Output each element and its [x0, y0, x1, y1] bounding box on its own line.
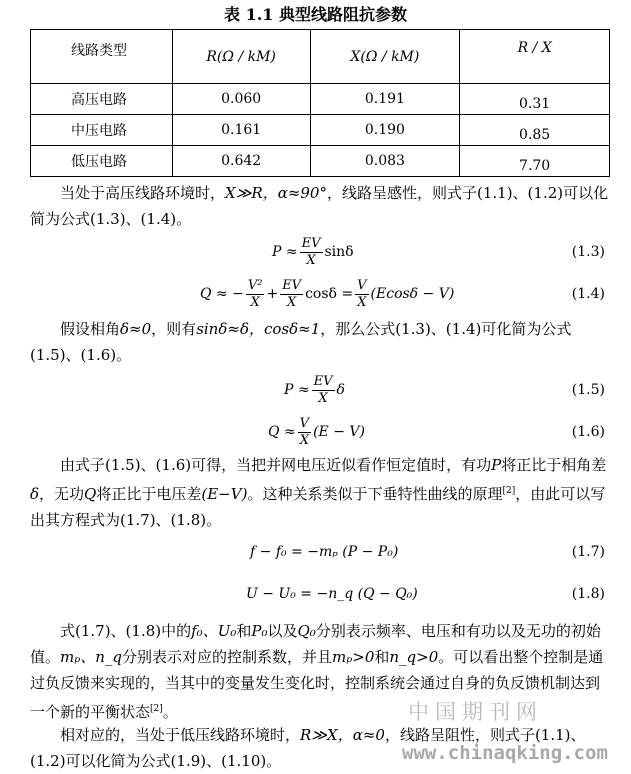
cell-type: 低压电路	[31, 146, 173, 177]
table-caption: 表 1.1 典型线路阻抗参数	[224, 5, 407, 24]
cell-ratio: 7.70	[460, 146, 610, 177]
cell-type: 中压电路	[31, 115, 173, 146]
equation-1-3: P ≈ $\frac{EV}{X}$ sinδ (1.3)	[272, 235, 605, 268]
watermark-url: www.chinaqking.com	[402, 742, 608, 764]
cell-ratio: 0.85	[460, 115, 610, 146]
paragraph-droop: 由式子(1.5)、(1.6)可得，当把并网电压近似看作恒定值时，有功P将正比于相角差δ，无功Q将正比于电压差(E−V)。这种关系类似于下垂特性曲线的原理[2]，由此可以写出其方程式为(1.7)、(1.8)。	[30, 456, 607, 529]
equation-1-4: Q ≈ − $\frac{\text{V²}}{X}$ + $\frac{EV}{X}$ cosδ = $\frac{V}{X}$ (Ecosδ − V) (1.4)	[200, 277, 605, 310]
header-r: R(Ω / kM)	[172, 30, 310, 84]
cell-x: 0.190	[310, 115, 460, 146]
header-x: X(Ω / kM)	[310, 30, 460, 84]
table-header-row	[31, 30, 610, 84]
cell-ratio: 0.31	[460, 84, 610, 115]
header-r-over-x: R / X	[460, 30, 610, 84]
header-line-type: 线路类型	[31, 30, 173, 84]
cell-x: 0.191	[310, 84, 460, 115]
impedance-table	[30, 29, 610, 177]
citation: [2]	[150, 704, 163, 714]
cell-x: 0.083	[310, 146, 460, 177]
equation-1-5: P ≈ $\frac{EV}{X}$ δ (1.5)	[284, 373, 605, 406]
equation-1-6: Q ≈ $\frac{V}{X}$ (E − V) (1.6)	[268, 415, 605, 448]
paragraph-high-voltage: 当处于高压线路环境时，X≫R，α≈90°，线路呈感性，则式子(1.1)、(1.2)可以化简为公式(1.3)、(1.4)。	[30, 184, 609, 228]
equation-1-7: f − f₀ = −mₚ (P − P₀) (1.7)	[250, 544, 605, 560]
watermark-logo-text: 中国期刊网	[408, 700, 543, 724]
equation-1-8: U − U₀ = −n_q (Q − Q₀) (1.8)	[246, 586, 605, 602]
cell-r: 0.060	[172, 84, 310, 115]
citation: [2]	[502, 486, 516, 496]
table-row	[31, 146, 610, 177]
paragraph-initial-values: 式(1.7)、(1.8)中的f₀、U₀和P₀以及Q₀分别表示频率、电压和有功以及无功的初始值。mₚ、n_q分别表示对应的控制系数，并且mₚ>0和n_q>0。可以看出整个控制是通过负反馈来实现的，当其中的变量发生变化时，控制系统会通过自身的负反馈机制达到一个新的平衡状态[2]。	[30, 622, 604, 721]
cell-r: 0.642	[172, 146, 310, 177]
table-row	[31, 115, 610, 146]
paragraph-phase-angle: 假设相角δ≈0，则有sinδ≈δ，cosδ≈1，那么公式(1.3)、(1.4)可化简为公式(1.5)、(1.6)。	[30, 320, 572, 364]
paragraph-low-voltage: 相对应的，当处于低压线路环境时，R≫X，α≈0，线路呈阻性，则式子(1.1)、(1.2)可以化简为公式(1.9)、(1.10)。	[30, 726, 586, 770]
cell-r: 0.161	[172, 115, 310, 146]
cell-type: 高压电路	[31, 84, 173, 115]
table-row	[31, 84, 610, 115]
